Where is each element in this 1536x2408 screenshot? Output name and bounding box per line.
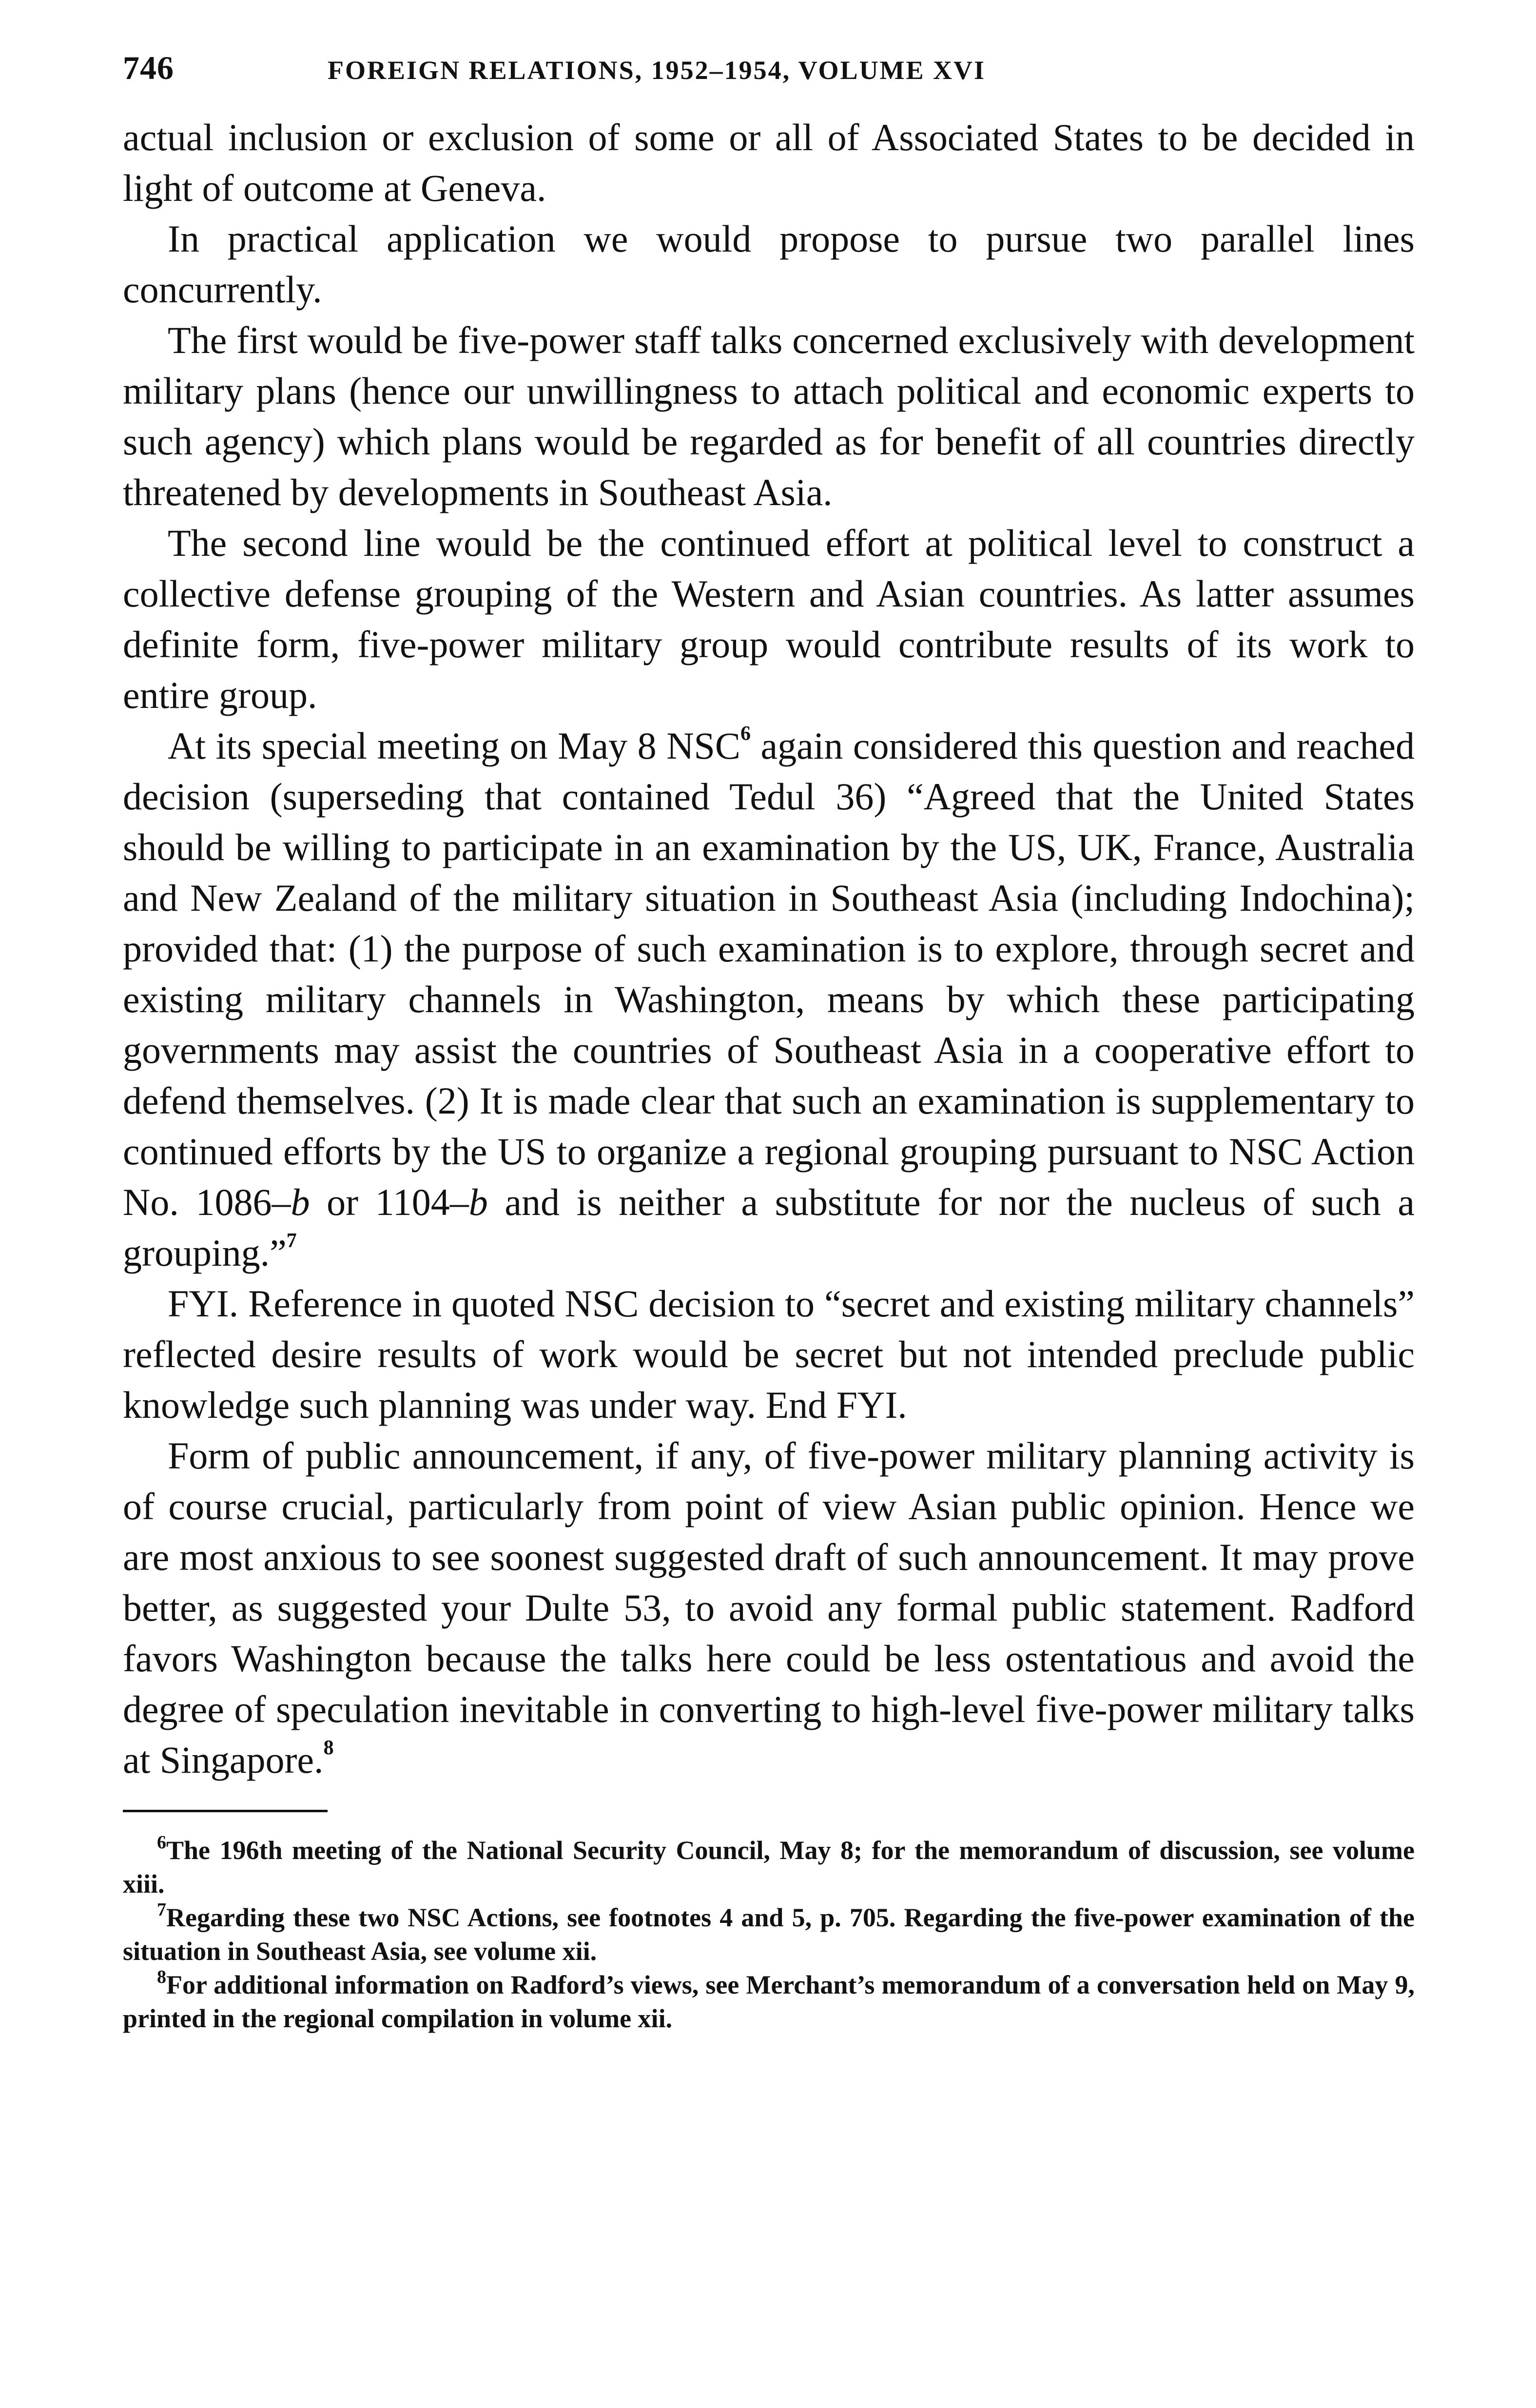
footnote-mark: 6 bbox=[157, 1832, 166, 1853]
page-header bbox=[123, 49, 1415, 112]
footnote-text: Regarding these two NSC Actions, see footnotes 4 and 5, p. 705. Regarding the five-power examination of the situation in Southeast Asia, see volume xii. bbox=[123, 1903, 1415, 1966]
paragraph-5-italic-b-2: b bbox=[468, 1181, 488, 1223]
footnote-ref-7: 7 bbox=[286, 1230, 297, 1252]
paragraph-6: FYI. Reference in quoted NSC decision to “secret and existing military channels” reflected desire results of work would be secret but not intended preclude public knowledge such planning was under way. End FYI. bbox=[123, 1282, 1415, 1426]
footnote-mark: 8 bbox=[157, 1967, 166, 1987]
running-title: FOREIGN RELATIONS, 1952–1954, VOLUME XVI bbox=[328, 56, 986, 85]
paragraph-5-part-b: again considered this question and reached decision (superseding that contained Tedul 36) “Agreed that the United States should be willing to participate in an examination by the US, UK, France, Australia and New Zealand of the military situation in Southeast Asia (including Indochina); provided that: (1) the purpose of such examination is to explore, through secret and existing military channels in Washington, means by which these participating governments may assist the countries of Southeast Asia in a cooperative effort to defend themselves. (2) It is made clear that such an examination is supplementary to continued efforts by the US to organize a regional grouping pursuant to NSC Action No. 1086– bbox=[123, 724, 1415, 1223]
page-number: 746 bbox=[123, 49, 174, 86]
footnote-text: For additional information on Radford’s views, see Merchant’s memorandum of a conversation held on May 9, printed in the regional compilation in volume xii. bbox=[123, 1970, 1415, 2033]
body-text bbox=[123, 112, 1415, 1785]
paragraph-2: In practical application we would propose to pursue two parallel lines concurrently. bbox=[123, 217, 1415, 311]
footnotes bbox=[123, 1834, 1415, 2036]
footnote-ref-8: 8 bbox=[323, 1737, 334, 1759]
paragraph-5-part-d: and is neither a substitute for nor the nucleus of such a grouping.” bbox=[123, 1181, 1415, 1274]
document-page bbox=[123, 49, 1415, 2036]
footnote-ref-6: 6 bbox=[740, 723, 751, 745]
footnote-divider bbox=[123, 1810, 328, 1812]
paragraph-7 bbox=[123, 1430, 1415, 1785]
paragraph-3: The first would be five-power staff talks concerned exclusively with development military plans (hence our unwillingness to attach political and economic experts to such agency) which plans would be regarded as for benefit of all countries directly threatened by developments in Southeast Asia. bbox=[123, 319, 1415, 513]
footnote-text: The 196th meeting of the National Security Council, May 8; for the memorandum of discussion, see volume xiii. bbox=[123, 1836, 1415, 1899]
paragraph-5 bbox=[123, 721, 1415, 1278]
paragraph-5-part-c: or 1104– bbox=[310, 1181, 469, 1223]
paragraph-1: actual inclusion or exclusion of some or all of Associated States to be decided in light of outcome at Geneva. bbox=[123, 116, 1415, 209]
paragraph-5-italic-b-1: b bbox=[291, 1181, 310, 1223]
footnote-mark: 7 bbox=[157, 1899, 166, 1920]
footnote-7 bbox=[123, 1901, 1415, 1968]
paragraph-7-text: Form of public announcement, if any, of five-power military planning activity is of course crucial, particularly from point of view Asian public opinion. Hence we are most anxious to see soonest suggested draft of such announcement. It may prove better, as suggested your Dulte 53, to avoid any formal public statement. Radford favors Washington because the talks here could be less ostentatious and avoid the degree of speculation inevitable in converting to high-level five-power military talks at Singapore. bbox=[123, 1434, 1415, 1781]
footnote-6 bbox=[123, 1834, 1415, 1901]
paragraph-4: The second line would be the continued effort at political level to construct a collective defense grouping of the Western and Asian countries. As latter assumes definite form, five-power military group would contribute results of its work to entire group. bbox=[123, 522, 1415, 716]
footnote-8 bbox=[123, 1968, 1415, 2036]
paragraph-5-part-a: At its special meeting on May 8 NSC bbox=[168, 724, 740, 767]
